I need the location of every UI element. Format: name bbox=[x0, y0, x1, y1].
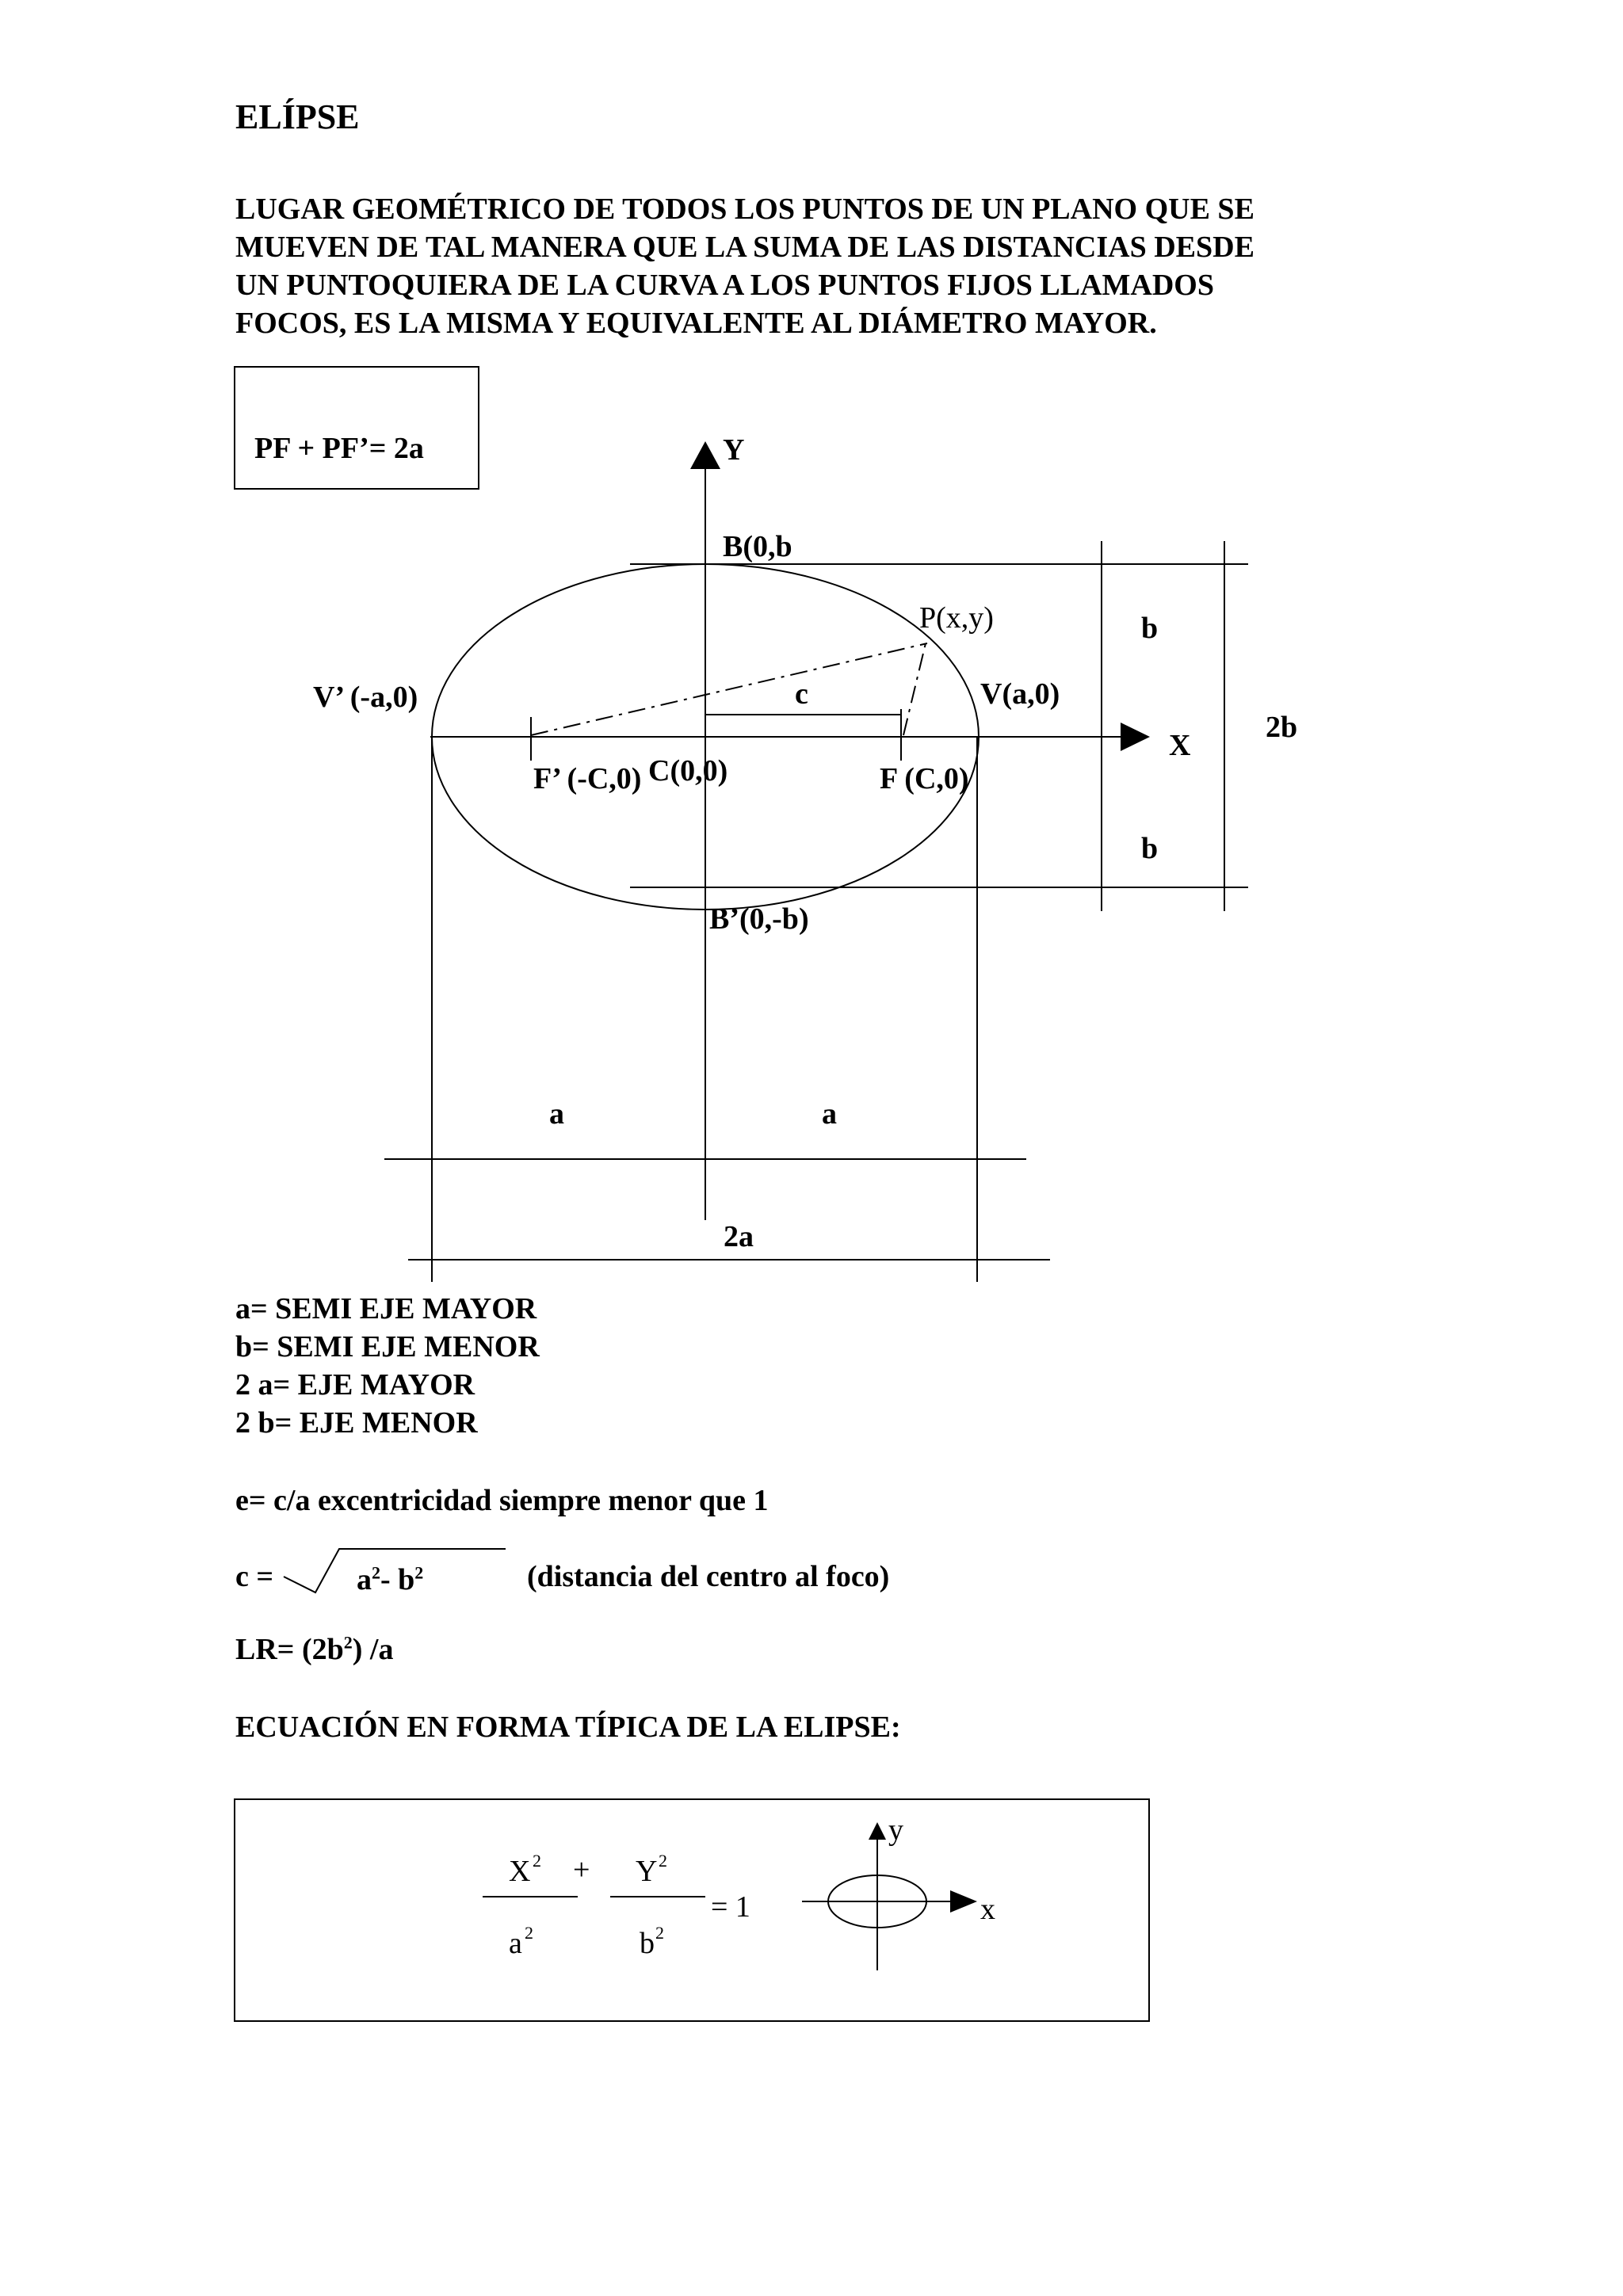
equation-heading: ECUACIÓN EN FORMA TÍPICA DE LA ELIPSE: bbox=[235, 1711, 901, 1744]
definition-item: 2 a= EJE MAYOR bbox=[235, 1368, 475, 1402]
label-2a: 2a bbox=[724, 1220, 754, 1253]
definition-item: 2 b= EJE MENOR bbox=[235, 1406, 478, 1440]
label-c: c bbox=[795, 677, 808, 711]
label-b-upper: b bbox=[1141, 612, 1159, 645]
axis-definitions bbox=[235, 1290, 540, 1442]
y-axis-arrow bbox=[690, 441, 720, 469]
eq-num-y-exp: 2 bbox=[659, 1851, 667, 1871]
x-axis-arrow bbox=[1121, 723, 1150, 751]
label-focus-left: F’ (-C,0) bbox=[533, 762, 642, 795]
label-vertex-bottom: B’(0,-b) bbox=[709, 902, 809, 936]
label-focus-right: F (C,0) bbox=[880, 762, 969, 795]
label-center: C(0,0) bbox=[648, 754, 728, 788]
mini-x-arrow bbox=[950, 1890, 977, 1913]
eq-den-a-exp: 2 bbox=[525, 1923, 533, 1943]
mini-y-arrow bbox=[869, 1822, 886, 1840]
eq-num-x-exp: 2 bbox=[533, 1851, 541, 1871]
mini-label-y: y bbox=[888, 1814, 903, 1847]
c-formula-lhs: c = bbox=[235, 1560, 274, 1593]
eq-num-y: Y bbox=[636, 1855, 658, 1888]
definition-item: b= SEMI EJE MENOR bbox=[235, 1330, 540, 1363]
eq-den-a: a bbox=[509, 1927, 522, 1960]
pf-right-line bbox=[903, 643, 926, 735]
lr-formula: $LR= (2b^2)$ /a bbox=[235, 1632, 394, 1666]
definition-line: LUGAR GEOMÉTRICO DE TODOS LOS PUNTOS DE UN PLANO QUE SE bbox=[235, 193, 1254, 226]
eq-den-b: b bbox=[640, 1927, 655, 1960]
pf-left-line bbox=[531, 643, 927, 735]
sum-formula: PF + PF’= 2a bbox=[254, 432, 424, 465]
definition-item: a= SEMI EJE MAYOR bbox=[235, 1292, 537, 1325]
eccentricity-line: e= c/a excentricidad siempre menor que 1 bbox=[235, 1484, 769, 1517]
label-axis-y: Y bbox=[723, 433, 745, 467]
definition-line: FOCOS, ES LA MISMA Y EQUIVALENTE AL DIÁMETRO MAYOR. bbox=[235, 307, 1157, 340]
label-a-right: a bbox=[822, 1097, 837, 1131]
label-vertex-right: V(a,0) bbox=[980, 677, 1060, 711]
sqrt-radicand: $a^2-$ $b^2$ bbox=[357, 1562, 424, 1596]
eq-plus: + bbox=[573, 1853, 590, 1886]
c-formula-note: (distancia del centro al foco) bbox=[527, 1560, 890, 1593]
mini-label-x: x bbox=[980, 1893, 995, 1926]
label-point-p: P(x,y) bbox=[919, 601, 994, 635]
eq-num-x: X bbox=[509, 1855, 531, 1888]
label-vertex-left: V’ (-a,0) bbox=[313, 681, 418, 714]
label-a-left: a bbox=[549, 1097, 564, 1131]
label-b-lower: b bbox=[1141, 832, 1159, 865]
eq-den-b-exp: 2 bbox=[655, 1923, 664, 1943]
label-vertex-top: B(0,b bbox=[723, 530, 792, 563]
label-axis-x: X bbox=[1169, 729, 1191, 762]
standard-equation bbox=[235, 1800, 1147, 2022]
page-title: ELÍPSE bbox=[235, 97, 360, 136]
eq-equals: = 1 bbox=[711, 1890, 750, 1924]
definition-line: UN PUNTOQUIERA DE LA CURVA A LOS PUNTOS FIJOS LLAMADOS bbox=[235, 269, 1214, 302]
definition-line: MUEVEN DE TAL MANERA QUE LA SUMA DE LAS DISTANCIAS DESDE bbox=[235, 231, 1254, 264]
label-2b: 2b bbox=[1266, 711, 1298, 744]
